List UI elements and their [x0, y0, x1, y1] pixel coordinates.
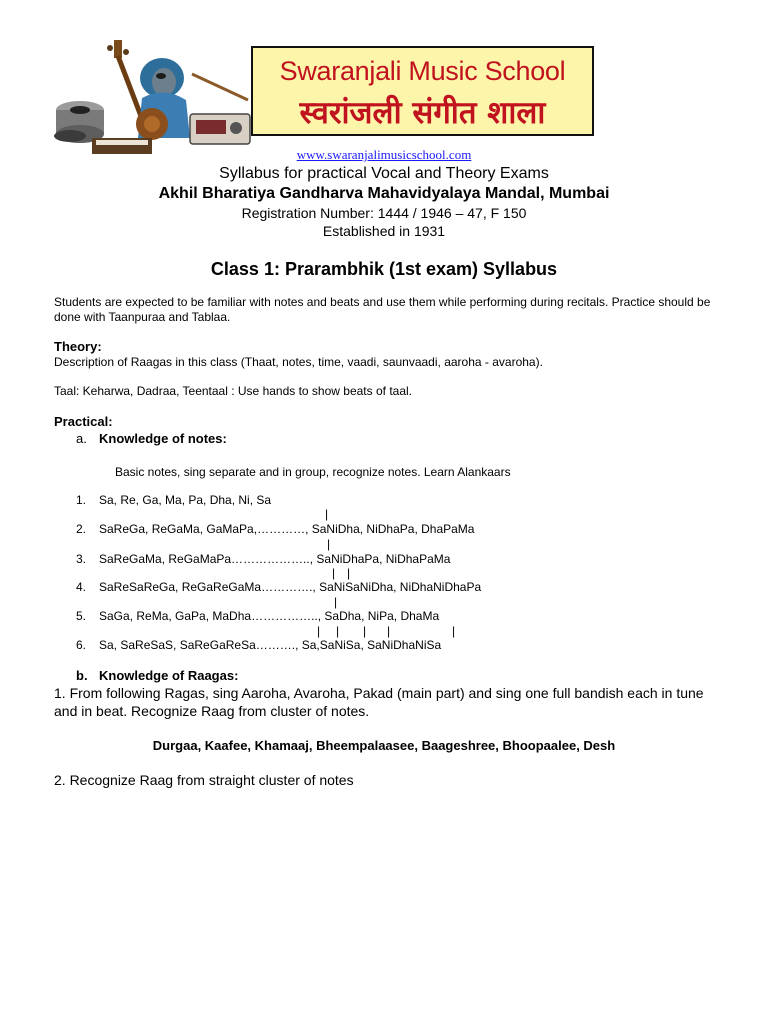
bar-mark: |	[347, 566, 351, 580]
registration-number: Registration Number: 1444 / 1946 – 47, F 150	[241, 205, 527, 221]
institution-name: Akhil Bharatiya Gandharva Mahavidyalaya Mandal, Mumbai	[158, 185, 610, 202]
raag-recognition: 2. Recognize Raag from straight cluster of notes	[54, 772, 354, 788]
school-banner	[251, 46, 594, 136]
list-item-number: 4.	[76, 580, 87, 594]
list-item-number: 2.	[76, 522, 87, 536]
section-a-marker: a.	[76, 431, 87, 446]
school-name-hindi: स्वरांजली संगीत शाला	[299, 95, 546, 131]
bar-mark: |	[332, 566, 336, 580]
intro-paragraph: Students are expected to be familiar with notes and beats and use them while performing during recitals. Practice should be done with Taanpuraa and Tablaa.	[54, 295, 711, 324]
notes-description: Basic notes, sing separate and in group, recognize notes. Learn Alankaars	[115, 465, 511, 479]
section-b-title: Knowledge of Raagas:	[99, 668, 239, 683]
theory-description: Description of Raagas in this class (Thaat, notes, time, vaadi, saunvaadi, aaroha - avaroha).	[54, 355, 543, 369]
list-item: SaReSaReGa, ReGaReGaMa…………., SaNiSaNiDha, NiDhaNiDhaPa	[99, 580, 482, 594]
list-item: Sa, SaReSaS, SaReGaReSa………., Sa,SaNiSa, SaNiDhaNiSa	[99, 638, 442, 652]
syllabus-subtitle: Syllabus for practical Vocal and Theory Exams	[219, 165, 549, 182]
bar-mark: |	[387, 624, 391, 638]
class-title: Class 1: Prarambhik (1st exam) Syllabus	[210, 259, 558, 279]
bar-mark: |	[327, 537, 331, 551]
music-instruments-illustration	[52, 38, 252, 158]
school-name-english: Swaranjali Music School	[279, 56, 566, 86]
section-a-title: Knowledge of notes:	[99, 431, 227, 446]
theory-heading: Theory:	[54, 339, 102, 354]
raagas-instructions: 1. From following Ragas, sing Aaroha, Avaroha, Pakad (main part) and sing one full bandish each in tune and in beat. Recognize Raag from cluster of notes.	[54, 685, 704, 719]
bar-mark: |	[452, 624, 456, 638]
practical-heading: Practical:	[54, 414, 113, 429]
website-line	[0, 147, 768, 163]
list-item-number: 6.	[76, 638, 87, 652]
bar-mark: |	[336, 624, 340, 638]
list-item-number: 1.	[76, 493, 87, 507]
bar-mark: |	[363, 624, 367, 638]
list-item-number: 5.	[76, 609, 87, 623]
list-item-number: 3.	[76, 552, 87, 566]
list-item: SaReGa, ReGaMa, GaMaPa,…………, SaNiDha, NiDhaPa, DhaPaMa	[99, 522, 475, 536]
sitar-icon	[107, 40, 144, 124]
musician-icon	[136, 58, 190, 140]
bar-mark: |	[317, 624, 321, 638]
section-b-marker: b.	[76, 668, 88, 683]
cassette-player-icon	[190, 114, 250, 144]
tabla-icon	[54, 101, 104, 143]
flute-icon	[192, 74, 248, 100]
list-item: SaGa, ReMa, GaPa, MaDha…………….., SaDha, NiPa, DhaMa	[99, 609, 440, 623]
list-item: SaReGaMa, ReGaMaPa……………….., SaNiDhaPa, NiDhaPaMa	[99, 552, 451, 566]
bar-mark: |	[325, 507, 329, 521]
established-year: Established in 1931	[322, 223, 446, 239]
list-item: Sa, Re, Ga, Ma, Pa, Dha, Ni, Sa	[99, 493, 272, 507]
theory-taal: Taal: Keharwa, Dadraa, Teentaal : Use hands to show beats of taal.	[54, 384, 412, 398]
website-link[interactable]: www.swaranjalimusicschool.com	[296, 147, 472, 162]
bar-mark: |	[334, 595, 338, 609]
raagas-list: Durgaa, Kaafee, Khamaaj, Bheempalaasee, Baageshree, Bhoopaalee, Desh	[152, 738, 616, 753]
